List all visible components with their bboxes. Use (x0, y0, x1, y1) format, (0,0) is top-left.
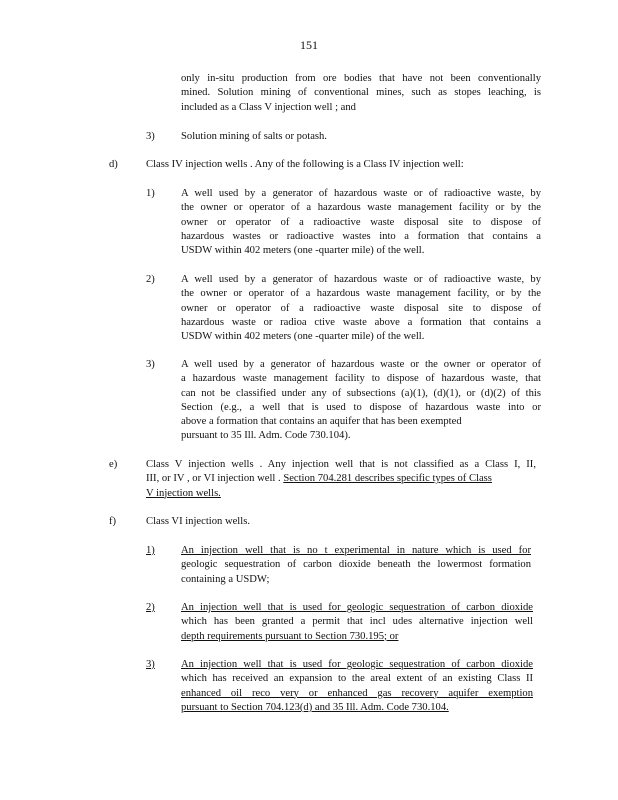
item-d1-label: 1) (146, 188, 155, 199)
text-line: hazardous waste or radioa ctive waste above a formation that contains a (181, 316, 541, 328)
section-d-label: d) (109, 159, 118, 170)
text-line: included as a Class V injection well ; and (181, 101, 356, 113)
item-f3-label: 3) (146, 659, 155, 670)
text-line: owner or operator of a radioactive waste disposal site to dispose of (181, 216, 541, 228)
text-line: An injection well that is used for geologic sequestration of carbon dioxide (181, 602, 533, 613)
item-f1-text (181, 544, 531, 587)
text-line: Class VI injection wells. (146, 516, 250, 527)
text-line: owner or operator of a radioactive waste disposal site to dispose of (181, 302, 541, 314)
continued-paragraph (181, 72, 541, 115)
text-line: USDW within 402 meters (one -quarter mile) of the well. (181, 331, 425, 343)
text-line: which has been granted a permit that incl udes alternative injection well (181, 616, 533, 628)
section-f-label: f) (109, 516, 117, 527)
text-line: only in-situ production from ore bodies that have not been conventionally (181, 73, 541, 84)
section-e-label: e) (109, 459, 118, 470)
amended-text: V injection wells. (146, 487, 221, 499)
text-line: USDW within 402 meters (one -quarter mile) of the well. (181, 245, 425, 257)
section-d-heading (146, 158, 541, 172)
text-line: the owner or operator of a hazardous waste management facility, or by the (181, 288, 541, 300)
text-line: hazardous wastes or radioactive wastes into a formation that contains a (181, 230, 541, 242)
section-e-text (146, 458, 536, 501)
text-line: An injection well that is used for geologic sequestration of carbon dioxide (181, 659, 533, 670)
text-line: Class IV injection wells . Any of the following is a Class IV injection well: (146, 159, 464, 170)
text-line: the owner or operator of a hazardous waste management facility or by the (181, 202, 541, 214)
text-line: containing a USDW; (181, 573, 270, 585)
text-line: mined. Solution mining of conventional mines, such as stopes leaching, is (181, 87, 541, 99)
text-line: enhanced oil reco very or enhanced gas recovery aquifer exemption (181, 687, 533, 699)
item-d1-text (181, 187, 541, 258)
item-f2-text (181, 601, 533, 644)
text-line: above a formation that contains an aquifer that has been exempted (181, 416, 462, 428)
text-line: Solution mining of salts or potash. (181, 131, 327, 142)
text-line: An injection well that is no t experimental in nature which is used for (181, 545, 531, 556)
item-d2-text (181, 273, 541, 344)
text-line: Class V injection wells . Any injection well that is not classified as a Class I, II, (146, 459, 536, 470)
text-line: pursuant to Section 704.123(d) and 35 Ill. Adm. Code 730.104. (181, 701, 449, 713)
text-line: which has received an expansion to the areal extent of an existing Class II (181, 673, 533, 685)
text-line: A well used by a generator of hazardous waste or the owner or operator of (181, 359, 541, 370)
item-d3-label: 3) (146, 359, 155, 370)
text-line: geologic sequestration of carbon dioxide beneath the lowermost formation (181, 559, 531, 571)
text-line: A well used by a generator of hazardous waste or of radioactive waste, by (181, 188, 541, 199)
text-line: Section (e.g., a well that is used to dispose of hazardous waste into or (181, 401, 541, 413)
item-c3-label: 3) (146, 131, 155, 142)
page-number: 151 (300, 38, 318, 52)
plain-text: III, or IV , or VI injection well . (146, 473, 281, 485)
text-line (146, 487, 536, 501)
text-line: pursuant to 35 Ill. Adm. Code 730.104). (181, 430, 351, 442)
text-line: a hazardous waste management facility to dispose of hazardous waste, that (181, 373, 541, 385)
amended-text: Section 704.281 describes specific types of Class (283, 473, 492, 485)
text-line: A well used by a generator of hazardous waste or of radioactive waste, by (181, 274, 541, 285)
section-f-heading (146, 515, 541, 529)
text-line: depth requirements pursuant to Section 730.195; or (181, 630, 399, 642)
text-line (146, 472, 536, 486)
item-f2-label: 2) (146, 602, 155, 613)
item-d2-label: 2) (146, 274, 155, 285)
item-d3-text (181, 358, 541, 444)
text-line: can not be classified under any of subsections (a)(1), (d)(1), or (d)(2) of this (181, 387, 541, 399)
item-c3-text (181, 130, 541, 144)
item-f3-text (181, 658, 533, 715)
item-f1-label: 1) (146, 545, 155, 556)
